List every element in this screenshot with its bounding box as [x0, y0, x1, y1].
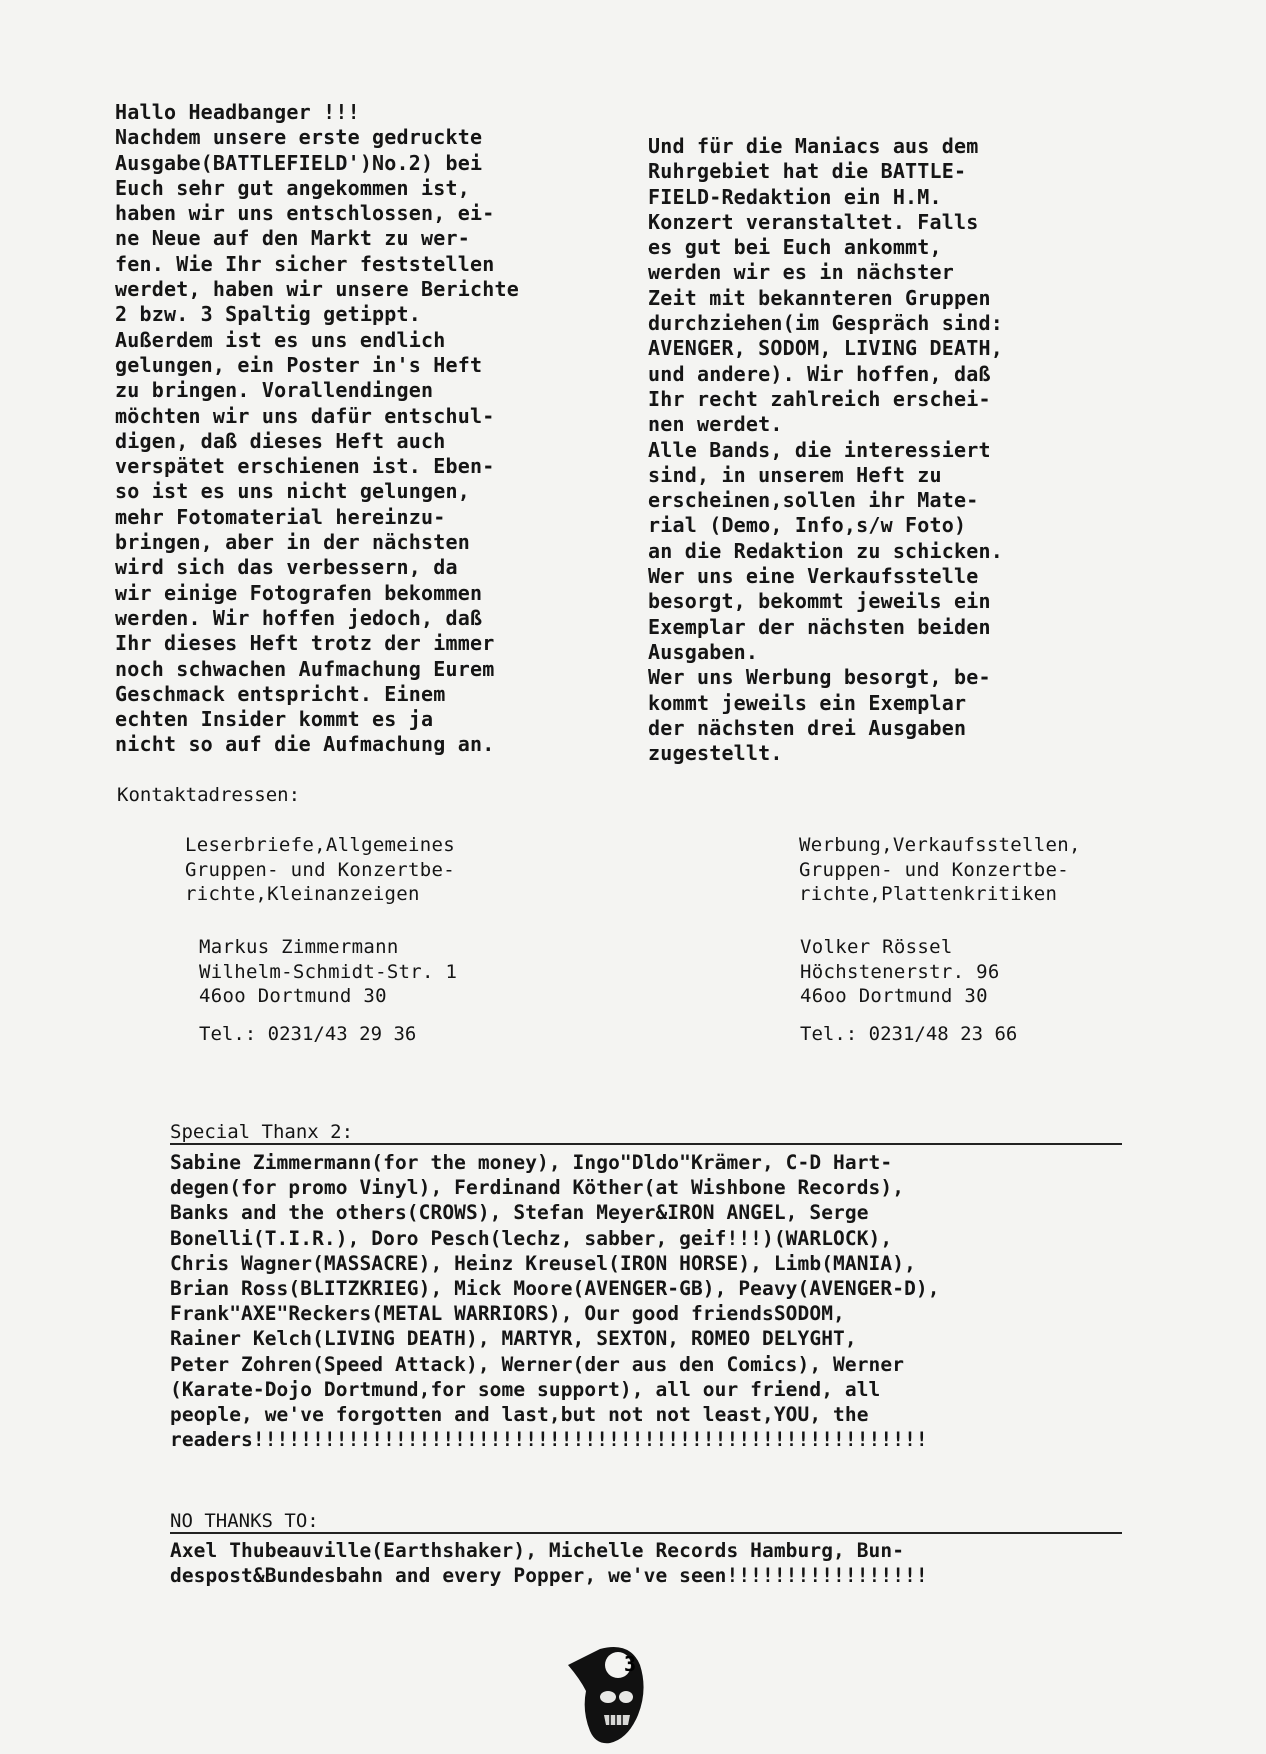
special-thanx-heading: Special Thanx 2: — [170, 1121, 354, 1143]
contact-left-phone: Tel.: 0231/43 29 36 — [199, 1023, 417, 1045]
contact-right-address: Volker Rössel Höchstenerstr. 96 46oo Dortmund 30 — [800, 936, 1000, 1007]
contact-right-topics: Werbung,Verkaufsstellen, Gruppen- und Konzertbe- richte,Plattenkritiken — [799, 834, 1081, 905]
intro-left-column: Hallo Headbanger !!! Nachdem unsere erste gedruckte Ausgabe(BATTLEFIELD')No.2) bei Euch sehr gut angekommen ist, haben wir uns entschlossen, ei- ne Neue auf den Markt zu wer- fen. Wie Ihr sicher feststellen werdet, haben wir unsere Berichte 2 bzw. 3 Spaltig getippt. Außerdem ist es uns endlich gelungen, ein Poster in's Heft zu bringen. Vorallendingen möchten wir uns dafür entschul- digen, daß dieses Heft auch verspätet erschienen ist. Eben- so ist es uns nicht gelungen, mehr Fotomaterial hereinzu- bringen, aber in der nächsten wird sich das verbessern, da wir einige Fotografen bekommen werden. Wir hoffen jedoch, daß Ihr dieses Heft trotz der immer noch schwachen Aufmachung Eurem Geschmack entspricht. Einem echten Insider kommt es ja nicht so auf die Aufmachung an. — [115, 100, 519, 757]
contacts-label: Kontaktadressen: — [117, 784, 301, 806]
page-number: 3 — [623, 1652, 637, 1676]
no-thanks-divider — [170, 1532, 1122, 1534]
contact-left-address: Markus Zimmermann Wilhelm-Schmidt-Str. 1 46oo Dortmund 30 — [199, 936, 458, 1007]
no-thanks-text: Axel Thubeauville(Earthshaker), Michelle Records Hamburg, Bun- despost&Bundesbahn and every Popper, we've seen!!!!!!!!!!!!!!!!! — [170, 1539, 928, 1588]
contact-right-phone: Tel.: 0231/48 23 66 — [800, 1023, 1018, 1045]
intro-right-column: Und für die Maniacs aus dem Ruhrgebiet hat die BATTLE- FIELD-Redaktion ein H.M. Konzert veranstaltet. Falls es gut bei Euch ankommt, werden wir es in nächster Zeit mit bekannteren Gruppen durchziehen(im Gespräch sind: AVENGER, SODOM, LIVING DEATH, und andere). Wir hoffen, daß Ihr recht zahlreich erschei- nen werdet. Alle Bands, die interessiert sind, in unserem Heft zu erscheinen,sollen ihr Mate- rial (Demo, Info,s/w Foto) an die Redaktion zu schicken. Wer uns eine Verkaufsstelle besorgt, bekommt jeweils ein Exemplar der nächsten beiden Ausgaben. Wer uns Werbung besorgt, be- kommt jeweils ein Exemplar der nächsten drei Ausgaben zugestellt. — [648, 134, 1003, 766]
no-thanks-heading: NO THANKS TO: — [170, 1510, 319, 1532]
special-thanx-text: Sabine Zimmermann(for the money), Ingo"Dldo"Krämer, C-D Hart- degen(for promo Vinyl), Ferdinand Köther(at Wishbone Records), Banks and the others(CROWS), Stefan Meyer&IRON ANGEL, Serge Bonelli(T.I.R.), Doro Pesch(lechz, sabber, geif!!!)(WARLOCK), Chris Wagner(MASSACRE), Heinz Kreusel(IRON HORSE), Limb(MANIA), Brian Ross(BLITZKRIEG), Mick Moore(AVENGER-GB), Peavy(AVENGER-D), Frank"AXE"Reckers(METAL WARRIORS), Our good friendsSODOM, Rainer Kelch(LIVING DEATH), MARTYR, SEXTON, ROMEO DELYGHT, Peter Zohren(Speed Attack), Werner(der aus den Comics), Werner (Karate-Dojo Dortmund,for some support), all our friend, all people, we've forgotten and last,but not not least,YOU, the readers!!!!!!!!!!!!!!!!!!!!!!!!!!!!!!!!!!!!!!!!!!!!!!!!!!!!!!!!! — [170, 1151, 940, 1452]
special-thanx-divider — [170, 1143, 1122, 1145]
contact-left-topics: Leserbriefe,Allgemeines Gruppen- und Konzertbe- richte,Kleinanzeigen — [185, 834, 455, 905]
